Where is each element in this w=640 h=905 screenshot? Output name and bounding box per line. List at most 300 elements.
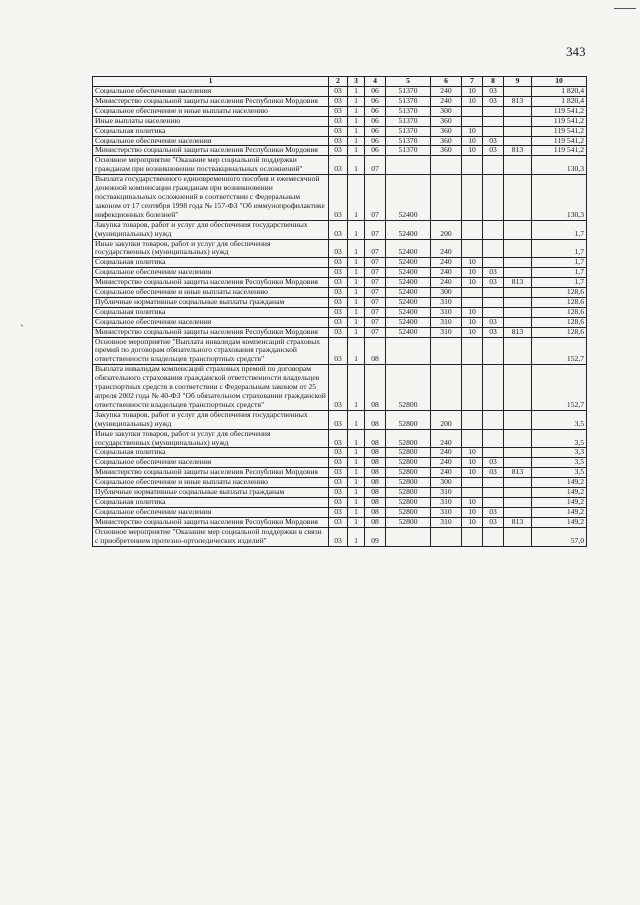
- cell-code-8: 03: [483, 146, 504, 156]
- cell-code-7: [462, 365, 483, 411]
- cell-code-5: 51370: [386, 96, 431, 106]
- cell-code-5: 52800: [386, 468, 431, 478]
- cell-code-6: 310: [431, 488, 462, 498]
- budget-table-container: [92, 76, 586, 547]
- cell-code-3: 1: [348, 497, 365, 507]
- cell-code-9: [504, 497, 532, 507]
- cell-amount: 130,3: [532, 175, 587, 221]
- cell-row-name: Министерство социальной защиты населения Республики Мордовия: [93, 327, 329, 337]
- cell-amount: 128,6: [532, 307, 587, 317]
- cell-code-6: [431, 156, 462, 175]
- cell-code-7: [462, 429, 483, 448]
- cell-code-2: 03: [329, 288, 348, 298]
- cell-amount: 3,5: [532, 410, 587, 429]
- table-row: [93, 410, 587, 429]
- cell-amount: 128,6: [532, 288, 587, 298]
- cell-code-5: 51370: [386, 116, 431, 126]
- cell-code-3: 1: [348, 258, 365, 268]
- cell-code-2: 03: [329, 297, 348, 307]
- cell-code-2: 03: [329, 468, 348, 478]
- cell-code-5: [386, 337, 431, 365]
- cell-code-9: [504, 507, 532, 517]
- table-row: [93, 175, 587, 221]
- header-cell: 3: [348, 77, 365, 87]
- cell-code-2: 03: [329, 365, 348, 411]
- cell-code-4: 06: [365, 116, 386, 126]
- cell-code-4: 06: [365, 126, 386, 136]
- cell-row-name: Министерство социальной защиты населения Республики Мордовия: [93, 146, 329, 156]
- cell-code-7: 10: [462, 517, 483, 527]
- table-row: [93, 527, 587, 546]
- cell-code-4: 06: [365, 146, 386, 156]
- table-row: [93, 365, 587, 411]
- cell-code-8: [483, 297, 504, 307]
- cell-amount: 149,2: [532, 478, 587, 488]
- cell-code-3: 1: [348, 96, 365, 106]
- cell-amount: 152,7: [532, 337, 587, 365]
- cell-amount: 119 541,2: [532, 136, 587, 146]
- cell-code-5: 52800: [386, 448, 431, 458]
- table-body: [93, 87, 587, 547]
- cell-code-7: 10: [462, 96, 483, 106]
- cell-code-9: [504, 258, 532, 268]
- cell-code-6: 240: [431, 87, 462, 97]
- cell-code-3: 1: [348, 220, 365, 239]
- cell-code-6: 240: [431, 278, 462, 288]
- cell-code-7: [462, 156, 483, 175]
- cell-code-9: [504, 268, 532, 278]
- cell-row-name: Социальное обеспечение и иные выплаты населению: [93, 288, 329, 298]
- cell-code-2: 03: [329, 220, 348, 239]
- cell-code-5: 52400: [386, 220, 431, 239]
- cell-amount: 3,5: [532, 458, 587, 468]
- cell-code-8: 03: [483, 136, 504, 146]
- cell-code-9: [504, 136, 532, 146]
- cell-code-6: 240: [431, 268, 462, 278]
- cell-code-2: 03: [329, 87, 348, 97]
- cell-row-name: Основное мероприятие "Оказание мер социальной поддержки в связи с приобретением протезно-ортопедических изделий": [93, 527, 329, 546]
- cell-code-7: [462, 175, 483, 221]
- cell-code-4: 08: [365, 410, 386, 429]
- cell-amount: 128,6: [532, 327, 587, 337]
- cell-code-9: 813: [504, 468, 532, 478]
- cell-amount: 128,6: [532, 297, 587, 307]
- cell-code-2: 03: [329, 429, 348, 448]
- cell-code-6: 240: [431, 239, 462, 258]
- cell-code-3: 1: [348, 365, 365, 411]
- cell-amount: 149,2: [532, 517, 587, 527]
- cell-code-4: 07: [365, 327, 386, 337]
- cell-code-7: 10: [462, 146, 483, 156]
- cell-code-2: 03: [329, 146, 348, 156]
- table-row: [93, 278, 587, 288]
- cell-row-name: Социальное обеспечение населения: [93, 458, 329, 468]
- header-row: [93, 77, 587, 87]
- table-row: [93, 468, 587, 478]
- cell-amount: 130,3: [532, 156, 587, 175]
- cell-code-8: 03: [483, 96, 504, 106]
- cell-code-8: 03: [483, 468, 504, 478]
- cell-code-5: 51370: [386, 106, 431, 116]
- cell-code-8: [483, 365, 504, 411]
- cell-code-3: 1: [348, 136, 365, 146]
- cell-amount: 149,2: [532, 497, 587, 507]
- cell-amount: 119 541,2: [532, 116, 587, 126]
- table-row: [93, 106, 587, 116]
- cell-code-4: 08: [365, 468, 386, 478]
- cell-code-5: 52400: [386, 317, 431, 327]
- cell-amount: 1,7: [532, 278, 587, 288]
- cell-row-name: Социальная политика: [93, 258, 329, 268]
- cell-code-4: 08: [365, 429, 386, 448]
- cell-code-6: 360: [431, 146, 462, 156]
- cell-code-7: 10: [462, 258, 483, 268]
- cell-code-7: 10: [462, 136, 483, 146]
- cell-code-4: 07: [365, 297, 386, 307]
- cell-code-3: 1: [348, 307, 365, 317]
- cell-row-name: Социальное обеспечение населения: [93, 507, 329, 517]
- cell-row-name: Социальное обеспечение населения: [93, 268, 329, 278]
- cell-code-2: 03: [329, 307, 348, 317]
- cell-code-7: 10: [462, 307, 483, 317]
- cell-code-3: 1: [348, 239, 365, 258]
- cell-code-7: [462, 288, 483, 298]
- budget-table: [92, 76, 587, 547]
- cell-code-3: 1: [348, 156, 365, 175]
- cell-code-8: 03: [483, 268, 504, 278]
- table-row: [93, 458, 587, 468]
- cell-code-3: 1: [348, 468, 365, 478]
- cell-code-9: 813: [504, 327, 532, 337]
- cell-amount: 152,7: [532, 365, 587, 411]
- cell-code-6: 360: [431, 136, 462, 146]
- cell-code-7: [462, 116, 483, 126]
- cell-code-9: [504, 527, 532, 546]
- cell-row-name: Иные закупки товаров, работ и услуг для обеспечения государственных (муниципальных) нужд: [93, 429, 329, 448]
- table-row: [93, 156, 587, 175]
- cell-row-name: Иные закупки товаров, работ и услуг для обеспечения государственных (муниципальных) нужд: [93, 239, 329, 258]
- cell-code-2: 03: [329, 527, 348, 546]
- cell-code-4: 09: [365, 527, 386, 546]
- cell-code-9: 813: [504, 96, 532, 106]
- cell-code-2: 03: [329, 175, 348, 221]
- cell-code-6: 200: [431, 410, 462, 429]
- cell-row-name: Социальная политика: [93, 448, 329, 458]
- cell-code-2: 03: [329, 517, 348, 527]
- cell-code-8: [483, 175, 504, 221]
- cell-code-9: [504, 317, 532, 327]
- cell-code-5: 52400: [386, 288, 431, 298]
- cell-code-3: 1: [348, 87, 365, 97]
- cell-code-6: [431, 337, 462, 365]
- header-cell: 8: [483, 77, 504, 87]
- cell-code-9: [504, 116, 532, 126]
- cell-row-name: Социальное обеспечение населения: [93, 317, 329, 327]
- header-cell: 7: [462, 77, 483, 87]
- cell-code-7: 10: [462, 507, 483, 517]
- cell-code-9: [504, 239, 532, 258]
- cell-code-4: 08: [365, 507, 386, 517]
- cell-code-6: 310: [431, 297, 462, 307]
- cell-code-4: 08: [365, 365, 386, 411]
- cell-code-7: 10: [462, 468, 483, 478]
- cell-code-6: [431, 527, 462, 546]
- cell-code-7: [462, 220, 483, 239]
- cell-code-5: 51370: [386, 146, 431, 156]
- cell-code-7: 10: [462, 317, 483, 327]
- header-cell: 1: [93, 77, 329, 87]
- cell-code-5: 52400: [386, 258, 431, 268]
- table-row: [93, 307, 587, 317]
- cell-code-4: 07: [365, 278, 386, 288]
- cell-code-8: [483, 156, 504, 175]
- cell-row-name: Основное мероприятие "Выплата инвалидам компенсаций страховых премий по договорам обязательного страхования гражданской ответственности владельцев транспортных средств": [93, 337, 329, 365]
- table-row: [93, 337, 587, 365]
- cell-code-5: 52800: [386, 488, 431, 498]
- cell-code-9: 813: [504, 517, 532, 527]
- cell-code-2: 03: [329, 278, 348, 288]
- cell-amount: 119 541,2: [532, 106, 587, 116]
- cell-code-3: 1: [348, 268, 365, 278]
- cell-row-name: Иные выплаты населению: [93, 116, 329, 126]
- header-cell: 4: [365, 77, 386, 87]
- table-row: [93, 268, 587, 278]
- header-cell: 9: [504, 77, 532, 87]
- cell-code-9: [504, 307, 532, 317]
- cell-code-4: 07: [365, 307, 386, 317]
- cell-code-3: 1: [348, 146, 365, 156]
- cell-amount: 1,7: [532, 258, 587, 268]
- page-number: 343: [566, 44, 586, 59]
- cell-code-3: 1: [348, 488, 365, 498]
- cell-code-3: 1: [348, 458, 365, 468]
- cell-code-9: [504, 220, 532, 239]
- cell-amount: 1 820,4: [532, 96, 587, 106]
- cell-amount: 1,7: [532, 220, 587, 239]
- cell-code-6: 240: [431, 458, 462, 468]
- cell-code-4: 06: [365, 136, 386, 146]
- cell-code-8: [483, 337, 504, 365]
- cell-code-6: 300: [431, 106, 462, 116]
- table-row: [93, 116, 587, 126]
- cell-row-name: Закупка товаров, работ и услуг для обеспечения государственных (муниципальных) нужд: [93, 410, 329, 429]
- cell-code-8: 03: [483, 317, 504, 327]
- cell-code-6: [431, 175, 462, 221]
- cell-amount: 1,7: [532, 239, 587, 258]
- cell-amount: 1 820,4: [532, 87, 587, 97]
- cell-code-6: 310: [431, 307, 462, 317]
- cell-code-2: 03: [329, 327, 348, 337]
- cell-code-6: 240: [431, 429, 462, 448]
- table-row: [93, 448, 587, 458]
- cell-code-3: 1: [348, 410, 365, 429]
- cell-code-7: [462, 297, 483, 307]
- cell-code-3: 1: [348, 337, 365, 365]
- cell-code-8: [483, 448, 504, 458]
- cell-code-4: 07: [365, 156, 386, 175]
- cell-code-7: 10: [462, 497, 483, 507]
- cell-code-9: [504, 156, 532, 175]
- cell-code-8: [483, 220, 504, 239]
- cell-amount: 3,3: [532, 448, 587, 458]
- cell-code-5: 51370: [386, 136, 431, 146]
- cell-code-5: 52800: [386, 429, 431, 448]
- cell-code-8: [483, 307, 504, 317]
- cell-row-name: Основное мероприятие "Оказание мер социальной поддержки гражданам при возникновении поствакцинальных осложнений": [93, 156, 329, 175]
- cell-code-2: 03: [329, 317, 348, 327]
- cell-code-8: [483, 116, 504, 126]
- cell-code-4: 08: [365, 497, 386, 507]
- cell-code-9: 813: [504, 146, 532, 156]
- cell-code-9: [504, 410, 532, 429]
- cell-code-2: 03: [329, 106, 348, 116]
- table-row: [93, 136, 587, 146]
- cell-code-5: 52400: [386, 175, 431, 221]
- cell-code-7: 10: [462, 87, 483, 97]
- cell-code-7: 10: [462, 268, 483, 278]
- cell-amount: 149,2: [532, 507, 587, 517]
- cell-code-4: 08: [365, 478, 386, 488]
- cell-code-4: 08: [365, 458, 386, 468]
- cell-code-6: 240: [431, 96, 462, 106]
- cell-code-2: 03: [329, 337, 348, 365]
- cell-code-6: 240: [431, 258, 462, 268]
- cell-code-4: 06: [365, 96, 386, 106]
- cell-code-8: [483, 488, 504, 498]
- cell-row-name: Выплата инвалидам компенсаций страховых премий по договорам обязательного страхования гражданской ответственности владельцев транспортных средств в соответствии с Федеральным законом от 25 апреля 2002 года № 40-ФЗ "Об обязательном страховании гражданской ответственности владельцев транспортных средств": [93, 365, 329, 411]
- cell-code-6: 310: [431, 507, 462, 517]
- cell-amount: 119 541,2: [532, 146, 587, 156]
- cell-code-2: 03: [329, 458, 348, 468]
- cell-code-3: 1: [348, 517, 365, 527]
- cell-code-3: 1: [348, 317, 365, 327]
- cell-code-9: [504, 106, 532, 116]
- cell-amount: 149,2: [532, 488, 587, 498]
- cell-code-9: [504, 175, 532, 221]
- cell-code-9: 813: [504, 278, 532, 288]
- table-row: [93, 478, 587, 488]
- cell-code-8: [483, 126, 504, 136]
- cell-code-3: 1: [348, 297, 365, 307]
- cell-code-7: 10: [462, 448, 483, 458]
- cell-code-6: 200: [431, 220, 462, 239]
- table-row: [93, 126, 587, 136]
- cell-code-2: 03: [329, 488, 348, 498]
- cell-code-9: [504, 458, 532, 468]
- cell-code-6: 310: [431, 517, 462, 527]
- cell-code-4: 07: [365, 175, 386, 221]
- cell-code-8: [483, 527, 504, 546]
- cell-code-3: 1: [348, 507, 365, 517]
- cell-code-8: [483, 106, 504, 116]
- cell-code-5: 52400: [386, 297, 431, 307]
- cell-code-8: 03: [483, 517, 504, 527]
- cell-code-4: 07: [365, 239, 386, 258]
- table-row: [93, 429, 587, 448]
- cell-code-5: 52800: [386, 517, 431, 527]
- cell-code-9: [504, 448, 532, 458]
- cell-code-6: 310: [431, 497, 462, 507]
- table-row: [93, 507, 587, 517]
- cell-code-7: [462, 527, 483, 546]
- cell-code-2: 03: [329, 258, 348, 268]
- cell-amount: 119 541,2: [532, 126, 587, 136]
- table-row: [93, 87, 587, 97]
- table-row: [93, 146, 587, 156]
- cell-code-4: 07: [365, 268, 386, 278]
- cell-code-2: 03: [329, 116, 348, 126]
- cell-code-7: 10: [462, 327, 483, 337]
- cell-code-2: 03: [329, 497, 348, 507]
- table-row: [93, 497, 587, 507]
- cell-amount: 3,5: [532, 429, 587, 448]
- cell-code-6: 360: [431, 116, 462, 126]
- cell-code-4: 07: [365, 220, 386, 239]
- cell-code-9: [504, 126, 532, 136]
- cell-row-name: Социальное обеспечение населения: [93, 136, 329, 146]
- cell-row-name: Министерство социальной защиты населения Республики Мордовия: [93, 468, 329, 478]
- cell-code-4: 08: [365, 337, 386, 365]
- cell-code-4: 06: [365, 106, 386, 116]
- table-row: [93, 220, 587, 239]
- cell-code-2: 03: [329, 156, 348, 175]
- cell-code-5: 52800: [386, 497, 431, 507]
- cell-code-3: 1: [348, 448, 365, 458]
- header-cell: 6: [431, 77, 462, 87]
- table-row: [93, 288, 587, 298]
- cell-code-5: [386, 527, 431, 546]
- cell-code-9: [504, 288, 532, 298]
- cell-code-6: 300: [431, 478, 462, 488]
- pencil-mark: ˏ: [20, 313, 24, 327]
- cell-amount: 3,5: [532, 468, 587, 478]
- cell-code-9: [504, 297, 532, 307]
- cell-code-3: 1: [348, 116, 365, 126]
- cell-code-5: 52400: [386, 327, 431, 337]
- table-row: [93, 239, 587, 258]
- cell-code-8: [483, 497, 504, 507]
- cell-row-name: Социальное обеспечение населения: [93, 87, 329, 97]
- cell-code-7: [462, 337, 483, 365]
- cell-row-name: Закупка товаров, работ и услуг для обеспечения государственных (муниципальных) нужд: [93, 220, 329, 239]
- cell-code-3: 1: [348, 288, 365, 298]
- cell-code-3: 1: [348, 478, 365, 488]
- cell-code-8: [483, 288, 504, 298]
- cell-code-3: 1: [348, 278, 365, 288]
- cell-code-4: 08: [365, 448, 386, 458]
- cell-code-7: [462, 410, 483, 429]
- cell-code-3: 1: [348, 429, 365, 448]
- cell-code-2: 03: [329, 448, 348, 458]
- cell-row-name: Социальная политика: [93, 497, 329, 507]
- table-row: [93, 297, 587, 307]
- table-row: [93, 317, 587, 327]
- cell-code-5: 52800: [386, 365, 431, 411]
- cell-code-4: 07: [365, 258, 386, 268]
- cell-code-8: [483, 239, 504, 258]
- cell-code-3: 1: [348, 327, 365, 337]
- cell-row-name: Социальная политика: [93, 126, 329, 136]
- table-row: [93, 258, 587, 268]
- cell-code-5: 52800: [386, 478, 431, 488]
- cell-code-9: [504, 365, 532, 411]
- cell-code-8: 03: [483, 278, 504, 288]
- cell-code-8: 03: [483, 327, 504, 337]
- cell-code-6: 310: [431, 327, 462, 337]
- header-cell: 2: [329, 77, 348, 87]
- edge-mark: [614, 8, 636, 9]
- cell-row-name: Министерство социальной защиты населения Республики Мордовия: [93, 96, 329, 106]
